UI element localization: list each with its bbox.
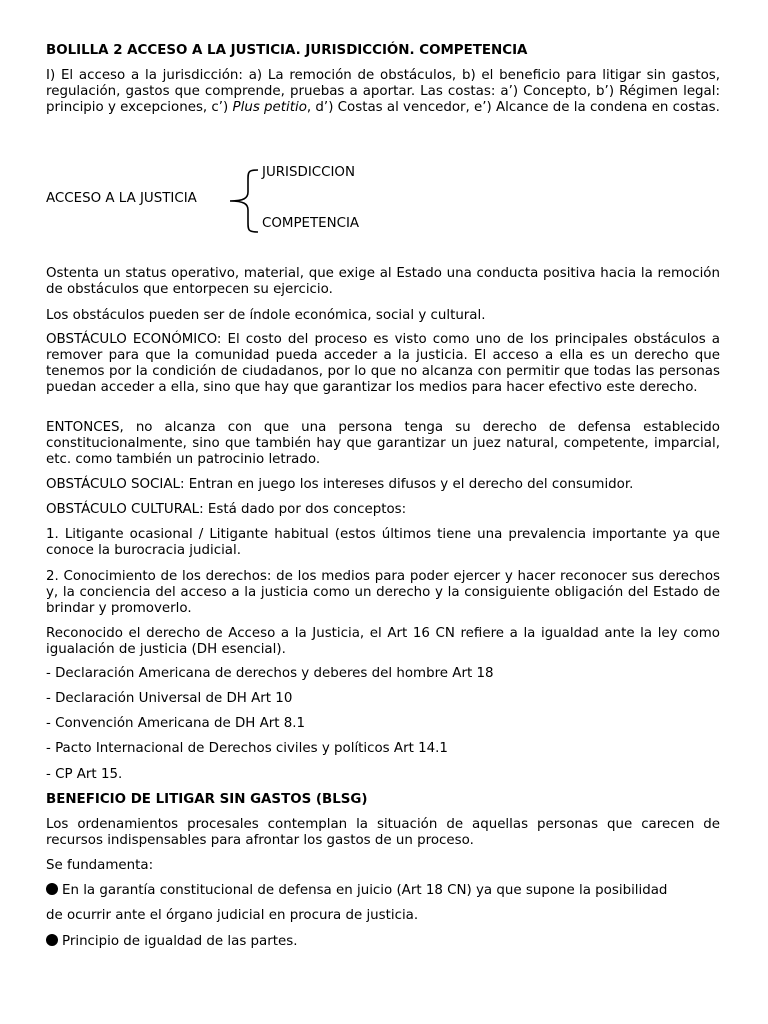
bullet-text: En la garantía constitucional de defensa en juicio (Art 18 CN) ya que supone la posibilidad <box>62 883 668 898</box>
blsg-heading: BENEFICIO DE LITIGAR SIN GASTOS (BLSG) <box>46 792 368 807</box>
paragraph-entonces: ENTONCES, no alcanza con que una persona tenga su derecho de defensa establecido constitucionalmente, sino que también hay que garantizar un juez natural, competente, imparcial, etc. como también un patrocinio letrado. <box>46 420 720 467</box>
paragraph-obstaculos-indole: Los obstáculos pueden ser de índole económica, social y cultural. <box>46 308 486 323</box>
paragraph-litigante: 1. Litigante ocasional / Litigante habitual (estos últimos tiene una prevalencia importante ya que conoce la burocracia judicial. <box>46 527 720 558</box>
bullet-text: Principio de igualdad de las partes. <box>62 934 298 949</box>
bullet-icon <box>46 934 58 946</box>
diagram-branch-jurisdiccion: JURISDICCION <box>262 165 355 180</box>
list-item: - Pacto Internacional de Derechos civiles y políticos Art 14.1 <box>46 741 448 756</box>
paragraph-status-operativo: Ostenta un status operativo, material, que exige al Estado una conducta positiva hacia la remoción de obstáculos que entorpecen su ejercicio. <box>46 266 720 297</box>
paragraph-obstaculo-social: OBSTÁCULO SOCIAL: Entran en juego los intereses difusos y el derecho del consumidor. <box>46 477 634 492</box>
intro-text-part2: , d’) Costas al vencedor, e’) Alcance de la condena en costas. <box>306 100 720 115</box>
bullet-item-continuation: de ocurrir ante el órgano judicial en procura de justicia. <box>46 908 419 923</box>
diagram-branch-competencia: COMPETENCIA <box>262 216 360 231</box>
curly-brace-icon <box>228 168 262 234</box>
paragraph-conocimiento-derechos: 2. Conocimiento de los derechos: de los medios para poder ejercer y hacer reconocer sus derechos y, la conciencia del acceso a la justicia como un derecho y la consiguiente obligación del Estado de brindar y promoverlo. <box>46 569 720 616</box>
paragraph-se-fundamenta: Se fundamenta: <box>46 858 154 873</box>
document-title: BOLILLA 2 ACCESO A LA JUSTICIA. JURISDICCIÓN. COMPETENCIA <box>46 43 528 58</box>
paragraph-reconocido-derecho: Reconocido el derecho de Acceso a la Justicia, el Art 16 CN refiere a la igualdad ante la ley como igualación de justicia (DH esencial). <box>46 626 720 657</box>
bullet-icon <box>46 883 58 895</box>
list-item: - Declaración Universal de DH Art 10 <box>46 691 293 706</box>
paragraph-obstaculo-cultural: OBSTÁCULO CULTURAL: Está dado por dos conceptos: <box>46 502 407 517</box>
bullet-item-igualdad <box>46 934 720 950</box>
bullet-item-garantia <box>46 883 720 899</box>
intro-paragraph <box>46 68 720 116</box>
paragraph-obstaculo-economico: OBSTÁCULO ECONÓMICO: El costo del proceso es visto como uno de los principales obstáculos a remover para que la comunidad pueda acceder a la justicia. El acceso a ella es un derecho que tenemos por la condición de ciudadanos, por lo que no alcanza con permitir que todas las personas puedan acceder a ella, sino que hay que garantizar los medios para hacer efectivo este derecho. <box>46 332 720 395</box>
list-item: - CP Art 15. <box>46 767 123 782</box>
list-item: - Declaración Americana de derechos y deberes del hombre Art 18 <box>46 666 494 681</box>
intro-italic-term: Plus petitio <box>232 100 307 115</box>
diagram-root-label: ACCESO A LA JUSTICIA <box>46 191 197 206</box>
list-item: - Convención Americana de DH Art 8.1 <box>46 716 306 731</box>
intro-text-part1: I) El acceso a la jurisdicción: a) La remoción de obstáculos, b) el beneficio para litigar sin gastos, regulación, gastos que comprende, pruebas a aportar. Las costas: a’) Concepto, b’) Régimen legal: principio y excepciones, c’) <box>46 68 720 115</box>
paragraph-blsg-ordenamientos: Los ordenamientos procesales contemplan la situación de aquellas personas que carecen de recursos indispensables para afrontar los gastos de un proceso. <box>46 817 720 848</box>
